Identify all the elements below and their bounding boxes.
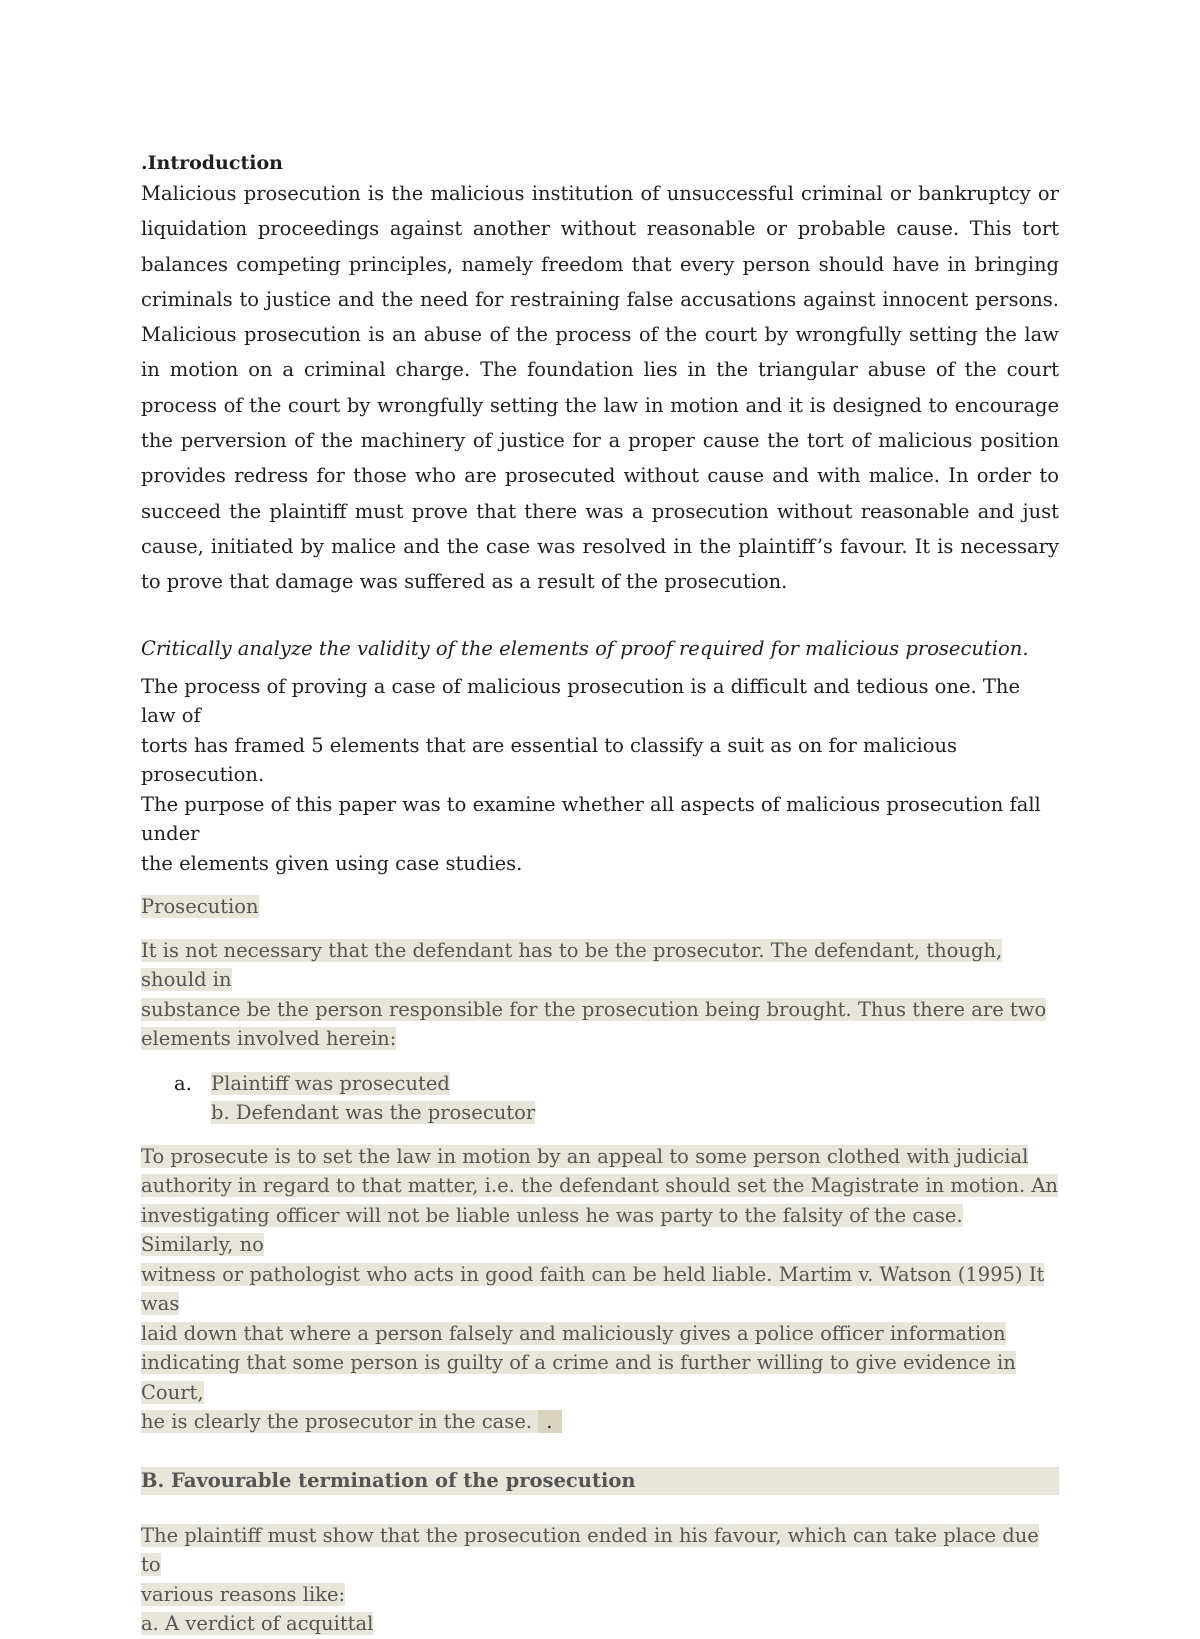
prosecution-detail-line: laid down that where a person falsely and maliciously gives a police officer information [141,1321,1006,1345]
list-item-text: b. Defendant was the prosecutor [211,1101,536,1125]
termination-line: various reasons like: [141,1582,346,1606]
prosecution-intro-paragraph [141,936,1059,1054]
document-page [141,150,1059,1639]
trailing-mark: . [538,1410,562,1433]
termination-line: The plaintiff must show that the prosecution ended in his favour, which can take place due to [141,1523,1039,1577]
analysis-question: Critically analyze the validity of the elements of proof required for malicious prosecution. [141,636,1029,660]
introduction-paragraph: Malicious prosecution is the malicious institution of unsuccessful criminal or bankruptcy or liquidation proceedings against another without reasonable or probable cause. This tort balances competing principles, namely freedom that every person should have in bringing criminals to justice and the need for restraining false accusations against innocent persons. Malicious prosecution is an abuse of the process of the court by wrongfully setting the law in motion on a criminal charge. The foundation lies in the triangular abuse of the court process of the court by wrongfully setting the law in motion and it is designed to encourage the perversion of the machinery of justice for a proper cause the tort of malicious position provides redress for those who are prosecuted without cause and with malice. In order to succeed the plaintiff must prove that there was a prosecution without reasonable and just cause, initiated by malice and the case was resolved in the plaintiff’s favour. It is necessary to prove that damage was suffered as a result of the prosecution. [141,182,1059,594]
prosecution-detail-line: witness or pathologist who acts in good faith can be held liable. Martim v. Watson (1995) It was [141,1262,1045,1316]
introduction-heading: .Introduction [141,152,283,174]
prosecution-detail-line: To prosecute is to set the law in motion by an appeal to some person clothed with judicial [141,1144,1029,1168]
prosecution-intro-line: substance be the person responsible for the prosecution being brought. Thus there are two [141,997,1047,1021]
list-marker: a. [174,1071,192,1095]
list-item [141,1069,1059,1099]
prosecution-detail-line: investigating officer will not be liable unless he was party to the falsity of the case. Similarly, no [141,1203,963,1257]
prosecution-section-label: Prosecution [141,895,259,919]
overview-line: The purpose of this paper was to examine whether all aspects of malicious prosecution fall under [141,792,1041,846]
overview-line: the elements given using case studies. [141,851,523,875]
termination-paragraph [141,1521,1059,1639]
prosecution-elements-list [141,1069,1059,1128]
prosecution-detail-line: he is clearly the prosecutor in the case. [141,1410,533,1434]
list-item [141,1098,1059,1128]
list-item-text: Plaintiff was prosecuted [211,1071,450,1095]
overview-paragraph [141,672,1059,879]
overview-line: torts has framed 5 elements that are essential to classify a suit as on for malicious prosecution. [141,733,958,787]
overview-line: The process of proving a case of malicious prosecution is a difficult and tedious one. The law of [141,674,1021,728]
prosecution-detail-line: authority in regard to that matter, i.e. the defendant should set the Magistrate in motion. An [141,1174,1058,1198]
termination-heading: B. Favourable termination of the prosecution [141,1467,1059,1495]
prosecution-intro-line: elements involved herein: [141,1027,397,1051]
termination-line: a. A verdict of acquittal [141,1612,374,1636]
prosecution-detail-line: indicating that some person is guilty of a crime and is further willing to give evidence in Court, [141,1351,1016,1404]
prosecution-detail-paragraph [141,1142,1059,1437]
prosecution-intro-line: It is not necessary that the defendant has to be the prosecutor. The defendant, though, should in [141,938,1003,992]
